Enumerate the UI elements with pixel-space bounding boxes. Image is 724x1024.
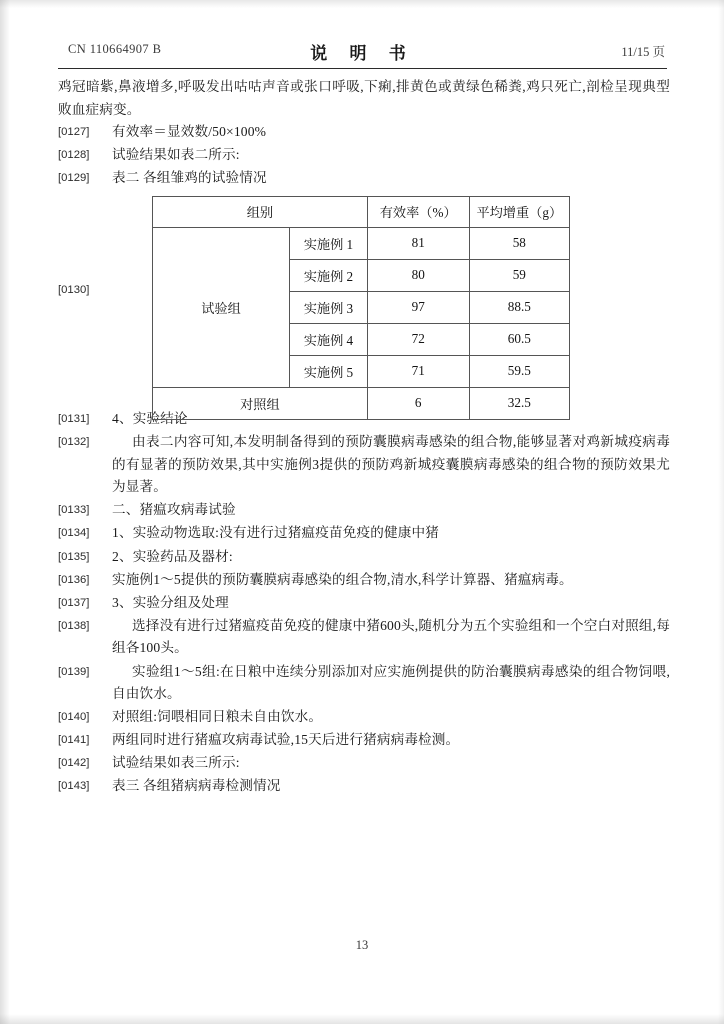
- table-row: [153, 227, 570, 259]
- subgroup-label: 实施例 3: [290, 291, 368, 323]
- scan-edge-right: [718, 0, 724, 1024]
- efficacy-rate-value: 80: [367, 259, 469, 291]
- paragraph-text: 二、猪瘟攻病毒试验: [112, 502, 236, 518]
- paragraph-tag: [0128]: [58, 149, 90, 162]
- efficacy-rate-value: 81: [367, 227, 469, 259]
- table-two: [152, 196, 570, 420]
- weight-gain-value: 88.5: [469, 291, 569, 323]
- paragraph-text: 实验组1～5组:在日粮中连续分别添加对应实施例提供的防治囊膜病毒感染的组合物饲喂,自由饮水。: [112, 663, 670, 702]
- paragraph-text: 对照组:饲喂相同日粮未自由饮水。: [112, 709, 323, 725]
- paragraph-text: 两组同时进行猪瘟攻病毒试验,15天后进行猪病病毒检测。: [112, 732, 460, 748]
- paragraph-tag: [0127]: [58, 126, 90, 139]
- paragraph-tag: [0134]: [58, 527, 90, 540]
- table-two-caption: 表二 各组雏鸡的试验情况: [112, 170, 267, 186]
- paragraph-text: 2、实验药品及器材:: [112, 548, 233, 564]
- paragraph-text: 选择没有进行过猪瘟疫苗免疫的健康中猪600头,随机分为五个实验组和一个空白对照组,每组各100头。: [112, 617, 670, 656]
- paragraph-tag: [0131]: [58, 412, 90, 425]
- efficacy-rate-value: 97: [367, 291, 469, 323]
- paragraph-0142: [58, 752, 670, 775]
- weight-gain-value: 59.5: [469, 355, 569, 387]
- paragraph-text: 4、实验结论: [112, 410, 188, 426]
- paragraph-0140: [58, 706, 670, 729]
- paragraph-text: 有效率＝显效数/50×100%: [112, 124, 267, 140]
- efficacy-rate-value: 72: [367, 323, 469, 355]
- paragraph-text: 1、实验动物选取:没有进行过猪瘟疫苗免疫的健康中猪: [112, 525, 439, 541]
- paragraph-0128: [58, 144, 670, 167]
- page-header: [58, 42, 667, 68]
- paragraph-tag: [0139]: [58, 665, 90, 678]
- paragraph-0132: [58, 431, 670, 499]
- paragraph-0141: [58, 729, 670, 752]
- subgroup-label: 实施例 1: [290, 227, 368, 259]
- test-group-label: 试验组: [153, 227, 290, 387]
- lead-paragraph: 鸡冠暗紫,鼻液增多,呼吸发出咕咕声音或张口呼吸,下痢,排黄色或黄绿色稀粪,鸡只死亡,剖检呈现典型败血症病变。: [58, 79, 670, 117]
- paragraph-tag: [0142]: [58, 757, 90, 770]
- paragraph-0135: [58, 546, 670, 569]
- subgroup-label: 实施例 2: [290, 259, 368, 291]
- paragraph-0137: [58, 592, 670, 615]
- column-header-efficacy-rate: 有效率（%）: [367, 196, 469, 227]
- scan-edge-bottom: [0, 1014, 724, 1024]
- weight-gain-value: 60.5: [469, 323, 569, 355]
- paragraph-text: 试验结果如表三所示:: [112, 755, 240, 771]
- paragraph-0134: [58, 522, 670, 545]
- paragraph-tag: [0130]: [58, 283, 90, 296]
- weight-gain-value: 58: [469, 227, 569, 259]
- paragraph-tag: [0138]: [58, 619, 90, 632]
- paragraph-tag: [0137]: [58, 596, 90, 609]
- page-indicator: 11/15 页: [621, 45, 665, 59]
- control-group-label: 对照组: [153, 387, 368, 419]
- column-header-group: 组别: [153, 196, 368, 227]
- paragraph-0129: [58, 167, 670, 190]
- document-body: [58, 76, 670, 799]
- scan-edge-top: [0, 0, 724, 8]
- subgroup-label: 实施例 4: [290, 323, 368, 355]
- efficacy-rate-value: 6: [367, 387, 469, 419]
- paragraph-tag: [0135]: [58, 550, 90, 563]
- header-divider: [58, 68, 667, 69]
- paragraph-tag: [0129]: [58, 172, 90, 185]
- weight-gain-value: 59: [469, 259, 569, 291]
- weight-gain-value: 32.5: [469, 387, 569, 419]
- table-three-caption: 表三 各组猪病病毒检测情况: [112, 778, 281, 794]
- paragraph-0133: [58, 499, 670, 522]
- paragraph-0138: [58, 615, 670, 660]
- paragraph-tag: [0143]: [58, 780, 90, 793]
- efficacy-rate-value: 71: [367, 355, 469, 387]
- subgroup-label: 实施例 5: [290, 355, 368, 387]
- column-header-weight-gain: 平均增重（g）: [469, 196, 569, 227]
- paragraph-text: 3、实验分组及处理: [112, 594, 229, 610]
- paragraph-0143: [58, 775, 670, 798]
- paragraph-text: 由表二内容可知,本发明制备得到的预防囊膜病毒感染的组合物,能够显著对鸡新城疫病毒的有显著的预防效果,其中实施例3提供的预防鸡新城疫囊膜病毒感染的组合物的预防效果尤为显著。: [112, 434, 670, 495]
- paragraph-0139: [58, 661, 670, 706]
- table-header-row: [153, 196, 570, 227]
- footer-page-number: 13: [355, 938, 369, 952]
- table-two-block: [58, 196, 670, 412]
- publication-number: CN 110664907 B: [68, 42, 162, 56]
- table-row-control: [153, 387, 570, 419]
- paragraph-tag: [0141]: [58, 734, 90, 747]
- paragraph-tag: [0140]: [58, 711, 90, 724]
- paragraph-tag: [0132]: [58, 436, 90, 449]
- paragraph-0136: [58, 569, 670, 592]
- document-type-title: 说 明 书: [310, 44, 415, 63]
- scan-edge-left: [0, 0, 10, 1024]
- page-footer: [0, 938, 724, 953]
- paragraph-text: 试验结果如表二所示:: [112, 147, 240, 163]
- paragraph-text: 实施例1～5提供的预防囊膜病毒感染的组合物,清水,科学计算器、猪瘟病毒。: [112, 571, 573, 587]
- paragraph-tag: [0136]: [58, 573, 90, 586]
- paragraph-0127: [58, 121, 670, 144]
- paragraph-tag: [0133]: [58, 504, 90, 517]
